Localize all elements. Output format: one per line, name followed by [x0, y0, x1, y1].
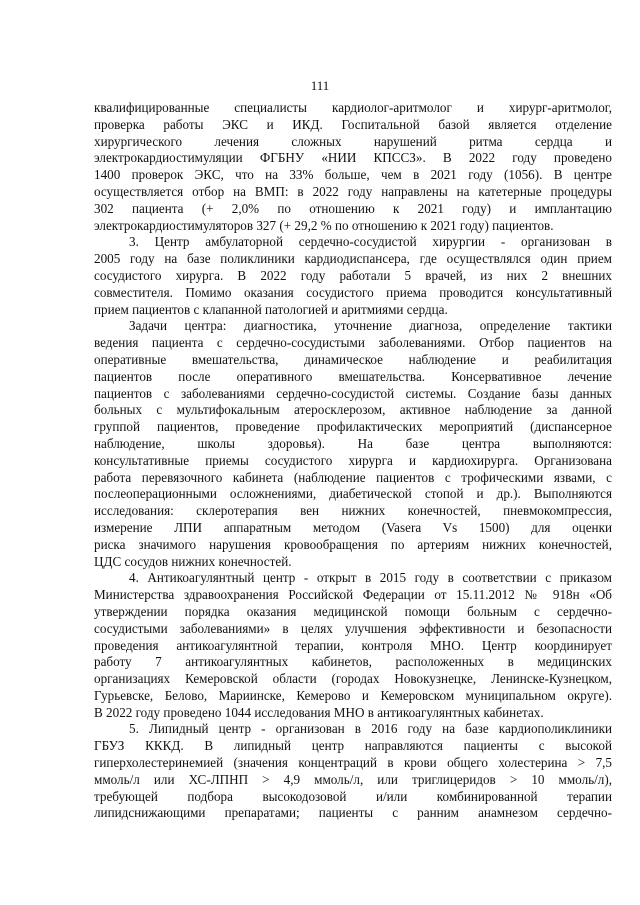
text-line: наблюдение, школы здоровья). На базе центра выполняются:	[94, 435, 612, 451]
text-line: ЦДС сосудов нижних конечностей.	[94, 553, 292, 569]
text-line: Гурьевске, Белово, Мариинске, Кемерово и Кемеровском муниципальном округе).	[94, 687, 612, 703]
text-line: 302 пациента (+ 2,0% по отношению к 2021 году) и имплантацию	[94, 200, 612, 216]
text-line: исследования: склеротерапия вен нижних конечностей, пневмокомпрессия,	[94, 503, 612, 519]
text-line: хирургического лечения сложных нарушений ритма сердца и	[94, 133, 612, 149]
text-line: 4. Антикоагулянтный центр - открыт в 2015 году в соответствии с приказом	[129, 570, 612, 586]
text-line: 3. Центр амбулаторной сердечно-сосудистой хирургии - организован в	[129, 234, 612, 250]
text-line: консультативные приемы сосудистого хирурга и кардиохирурга. Организована	[94, 452, 612, 468]
text-line: организациях Кемеровской области (городах Новокузнецке, Ленинске-Кузнецком,	[94, 671, 612, 687]
text-line: риска значимого нарушения кровообращения по артериям нижних конечностей,	[94, 536, 612, 552]
text-line: послеоперационными осложнениями, диабетической стопой и др.). Выполняются	[94, 486, 612, 502]
text-line: группой пациентов, проведение профилактических мероприятий (диспансерное	[94, 419, 612, 435]
text-line: квалифицированные специалисты кардиолог-аритмолог и хирург-аритмолог,	[94, 100, 612, 115]
text-line: проведения антикоагулянтной терапии, контроля МНО. Центр координирует	[94, 637, 612, 653]
text-line: утверждении порядка оказания медицинской помощи больным с сердечно-	[94, 603, 612, 619]
text-line: ведения пациента с сердечно-сосудистыми заболеваниями. Отбор пациентов на	[94, 335, 612, 351]
text-line: ГБУЗ КККД. В липидный центр направляются пациенты с высокой	[94, 738, 612, 754]
text-line: прием пациентов с клапанной патологией и аритмиями сердца.	[94, 301, 448, 317]
text-line: Задачи центра: диагностика, уточнение диагноза, определение тактики	[129, 318, 612, 334]
text-line: пациентов с заболеваниями сердечно-сосудистой системы. Создание базы данных	[94, 385, 612, 401]
text-line: электрокардиостимуляции ФГБНУ «НИИ КПССЗ». В 2022 году проведено	[94, 150, 612, 166]
text-line: работа перевязочного кабинета (наблюдение пациентов с трофическими язвами, с	[94, 469, 612, 485]
text-line: Министерства здравоохранения Российской Федерации от 15.11.2012 № 918н «Об	[94, 587, 612, 603]
text-line: осуществляется отбор на ВМП: в 2022 году направлены на катетерные процедуры	[94, 183, 612, 199]
text-line: сосудистого хирурга. В 2022 году работали 5 врачей, из них 2 внешних	[94, 267, 612, 283]
text-line: липидснижающими препаратами; пациенты с ранним анамнезом сердечно-	[94, 805, 612, 821]
text-line: ммоль/л или ХС-ЛПНП > 4,9 ммоль/л, или триглицеридов > 10 ммоль/л),	[94, 771, 612, 787]
page-number: 111	[310, 78, 330, 93]
text-line: оперативные вмешательства, динамическое наблюдение и реабилитация	[94, 351, 612, 367]
text-line: измерение ЛПИ аппаратным методом (Vasera Vs 1500) для оценки	[94, 519, 612, 535]
text-line: 5. Липидный центр - организован в 2016 году на базе кардиополиклиники	[129, 721, 612, 737]
text-line: пациентов после оперативного вмешательства. Консервативное лечение	[94, 368, 612, 384]
text-line: требующей подбора высокодозовой и/или комбинированной терапии	[94, 788, 612, 804]
text-line: В 2022 году проведено 1044 исследования МНО в антикоагулянтных кабинетах.	[94, 704, 544, 720]
body-text	[94, 100, 612, 822]
text-line: 2005 году на базе поликлиники кардиодиспансера, где осуществлялся один прием	[94, 251, 612, 267]
text-line: 1400 проверок ЭКС, что на 33% больше, чем в 2021 году (1056). В центре	[94, 167, 612, 183]
text-line: электрокардиостимуляторов 327 (+ 29,2 % по отношению к 2021 году) пациентов.	[94, 217, 554, 233]
text-line: проверка работы ЭКС и ИКД. Госпитальной базой является отделение	[94, 116, 612, 132]
text-line: гиперхолестеринемией (значения концентраций в крови общего холестерина > 7,5	[94, 755, 612, 771]
text-line: работу 7 антикоагулянтных кабинетов, расположенных в медицинских	[94, 654, 612, 670]
text-line: совместителя. Помимо оказания сосудистого приема проводится консультативный	[94, 284, 612, 300]
text-line: сосудистыми заболеваниями» в целях улучшения эффективности и безопасности	[94, 620, 612, 636]
text-line: больных с мультифокальным атеросклерозом, активное наблюдение за данной	[94, 402, 612, 418]
